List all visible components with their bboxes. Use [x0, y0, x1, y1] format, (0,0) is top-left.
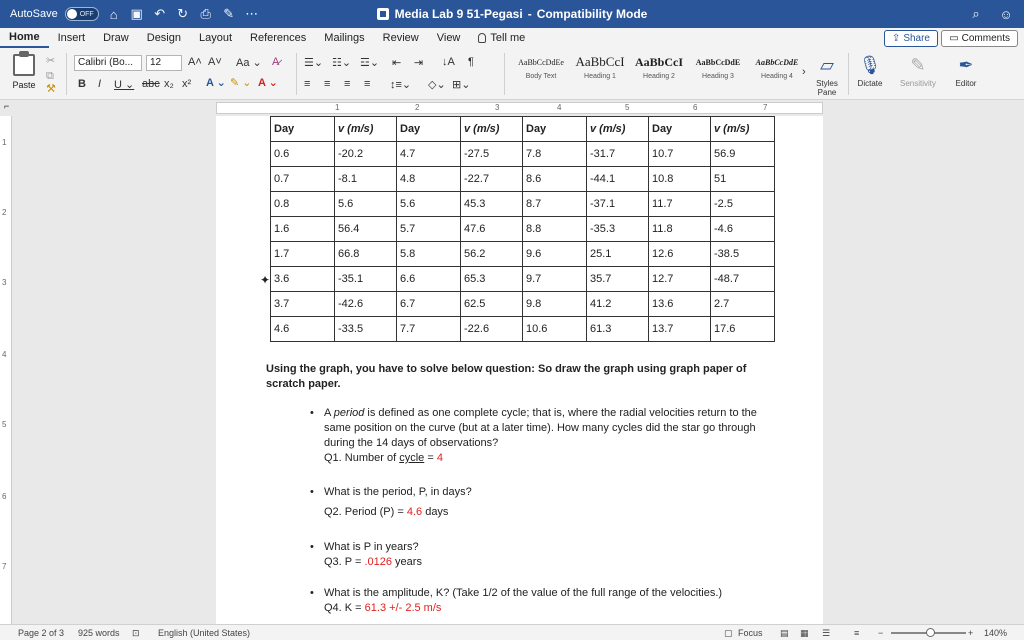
styles-pane-label: Styles Pane	[816, 79, 838, 97]
draw-icon[interactable]: ✎	[223, 6, 235, 21]
text-run: A	[324, 407, 334, 419]
divider	[296, 53, 297, 95]
cut-icon[interactable]: ✂	[46, 55, 56, 67]
table-cell[interactable]: 12.6	[649, 242, 711, 267]
q2-line	[324, 505, 774, 520]
table-cell[interactable]: 3.7	[271, 292, 335, 317]
focus-button[interactable]: Focus	[738, 628, 763, 638]
table-row	[271, 192, 775, 217]
change-case-icon[interactable]: Aa ⌄	[236, 57, 262, 69]
numbering-icon[interactable]: ☷⌄	[332, 57, 352, 69]
header-cell: Day	[397, 117, 461, 142]
table-cell[interactable]: -4.6	[711, 217, 775, 242]
draft-view-icon[interactable]: ≡	[854, 628, 860, 638]
divider	[66, 53, 67, 95]
table-cell[interactable]: 56.2	[461, 242, 523, 267]
ribbon-toolbar	[0, 48, 1024, 100]
table-cell[interactable]: 56.9	[711, 142, 775, 167]
table-cell[interactable]: 10.7	[649, 142, 711, 167]
tell-me[interactable]	[469, 28, 534, 48]
table-cell[interactable]: -37.1	[587, 192, 649, 217]
clipboard-icon	[13, 54, 35, 76]
format-painter-icon[interactable]: ⚒	[46, 83, 56, 95]
zoom-in-icon[interactable]: +	[968, 628, 974, 638]
share-button[interactable]	[884, 30, 938, 47]
table-cell[interactable]: -48.7	[711, 267, 775, 292]
style-sample: AaBbCcI	[634, 54, 683, 69]
table-cell[interactable]: -20.2	[335, 142, 397, 167]
shrink-font-icon[interactable]: A˅	[208, 56, 222, 68]
comments-label: Comments	[961, 33, 1010, 44]
text-run: What is the period, P, in days?	[324, 486, 472, 498]
search-icon[interactable]: ⌕	[972, 6, 980, 21]
copy-icon[interactable]: ⧉	[46, 70, 54, 82]
table-cell[interactable]: 12.7	[649, 267, 711, 292]
print-icon[interactable]: ⎙	[200, 6, 211, 21]
style-sample: AaBbCcDdE	[695, 57, 741, 67]
table-cell[interactable]: 10.6	[523, 317, 587, 342]
editor-button[interactable]	[950, 54, 982, 88]
style-heading-2[interactable]	[630, 51, 688, 91]
table-cell[interactable]: 3.6	[271, 267, 335, 292]
bold-icon[interactable]: B	[78, 78, 86, 90]
bullets-icon[interactable]: ☰⌄	[304, 57, 324, 69]
superscript-icon[interactable]: x²	[182, 78, 192, 90]
table-cell[interactable]: 41.2	[587, 292, 649, 317]
dictate-button[interactable]	[852, 54, 888, 88]
tab-review[interactable]: Review	[382, 32, 419, 44]
text-run: is defined as one complete cycle; that is, where the radial velocities return to the same position on the curve (but at a later time). How many cycles did the star go through during the 14 days of observations?	[324, 407, 757, 449]
font-color-icon[interactable]: A ⌄	[258, 77, 278, 89]
text-run: Q4. K =	[324, 602, 365, 614]
style-heading-3[interactable]	[689, 51, 747, 91]
print-layout-icon[interactable]: ▤	[780, 628, 789, 638]
text-run: Q1. Number of	[324, 452, 400, 464]
window-title: Media Lab 9 51-Pegasi - Compatibility Mode	[0, 0, 1024, 28]
decrease-indent-icon[interactable]: ⇤	[392, 57, 402, 69]
style-name: Body Text	[525, 73, 557, 80]
list-item	[324, 540, 774, 570]
text-run: =	[424, 452, 437, 464]
focus-icon: ▢	[724, 628, 733, 638]
header-cell: v (m/s)	[711, 117, 775, 142]
style-name: Heading 3	[702, 73, 734, 80]
tab-insert[interactable]: Insert	[57, 32, 86, 44]
web-layout-icon[interactable]: ▦	[800, 628, 809, 638]
table-move-handle-icon[interactable]: ✦	[260, 273, 271, 287]
paste-label: Paste	[12, 80, 36, 90]
text-run: What is the amplitude, K? (Take 1/2 of the value of the full range of the velocities.)	[324, 587, 723, 599]
line-spacing-icon[interactable]: ↕≡⌄	[390, 79, 412, 91]
style-heading-1[interactable]	[571, 51, 629, 91]
justify-icon[interactable]: ≡	[364, 78, 371, 90]
share-icon: ⇪	[891, 33, 901, 44]
style-name: Heading 1	[584, 73, 616, 80]
table-cell[interactable]: 61.3	[587, 317, 649, 342]
pilcrow-icon[interactable]: ¶	[468, 56, 474, 68]
subscript-icon[interactable]: x₂	[164, 78, 174, 90]
text-effects-icon[interactable]: A ⌄	[206, 77, 226, 89]
home-icon[interactable]: ⌂	[109, 6, 118, 22]
table-cell[interactable]: -22.6	[461, 317, 523, 342]
table-header-row	[271, 117, 775, 142]
divider	[848, 53, 849, 95]
table-cell[interactable]: 66.8	[335, 242, 397, 267]
style-sample: AaBbCcI	[575, 54, 625, 69]
header-cell: v (m/s)	[335, 117, 397, 142]
table-cell[interactable]: -27.5	[461, 142, 523, 167]
table-cell[interactable]: 13.7	[649, 317, 711, 342]
sensitivity-icon: ✎	[910, 54, 926, 75]
header-cell: Day	[271, 117, 335, 142]
sort-icon[interactable]: ↓A	[442, 56, 455, 68]
align-center-icon[interactable]: ≡	[324, 78, 331, 90]
undo-icon[interactable]: ↶	[154, 6, 166, 21]
tab-selector-icon[interactable]: ⌐	[4, 101, 10, 111]
table-cell[interactable]: 9.7	[523, 267, 587, 292]
table-cell[interactable]: 7.7	[397, 317, 461, 342]
italic-icon[interactable]: I	[98, 78, 102, 90]
table-cell[interactable]: -42.6	[335, 292, 397, 317]
table-cell[interactable]: 9.8	[523, 292, 587, 317]
tab-design[interactable]: Design	[146, 32, 181, 44]
table-cell[interactable]: 8.6	[523, 167, 587, 192]
word-count[interactable]: 925 words	[78, 628, 120, 638]
table-cell[interactable]: 62.5	[461, 292, 523, 317]
table-cell[interactable]: 5.8	[397, 242, 461, 267]
highlight-icon[interactable]: ✎ ⌄	[230, 77, 252, 89]
zoom-level[interactable]: 140%	[984, 628, 1008, 638]
header-cell: Day	[523, 117, 587, 142]
divider	[504, 53, 505, 95]
table-cell[interactable]: 8.8	[523, 217, 587, 242]
table-cell[interactable]: 0.6	[271, 142, 335, 167]
vertical-ruler[interactable]: 1 2 3 4 5 6 7	[0, 116, 12, 624]
table-row	[271, 217, 775, 242]
borders-icon[interactable]: ⊞⌄	[452, 79, 471, 91]
styles-more-icon[interactable]: ›	[802, 66, 806, 78]
table-cell[interactable]: 6.6	[397, 267, 461, 292]
outline-view-icon[interactable]: ☰	[822, 628, 831, 638]
compat-mode: Compatibility Mode	[536, 7, 648, 21]
multilevel-icon[interactable]: ☲⌄	[360, 57, 380, 69]
lightbulb-icon	[478, 33, 486, 43]
increase-indent-icon[interactable]: ⇥	[414, 57, 424, 69]
horizontal-ruler[interactable]: 1 2 3 4 5 6 7	[216, 102, 823, 114]
styles-pane-button[interactable]	[812, 54, 842, 97]
table-cell[interactable]: -35.3	[587, 217, 649, 242]
table-cell[interactable]: 4.7	[397, 142, 461, 167]
tab-view[interactable]: View	[436, 32, 461, 44]
account-icon[interactable]: ☺	[999, 6, 1013, 22]
table-cell[interactable]: 13.6	[649, 292, 711, 317]
table-cell[interactable]: 9.6	[523, 242, 587, 267]
text-run: years	[392, 556, 422, 568]
style-sample: AaBbCcDdE	[755, 57, 799, 67]
table-cell[interactable]: 2.7	[711, 292, 775, 317]
autosave-label: AutoSave	[10, 8, 58, 20]
table-cell[interactable]: 10.8	[649, 167, 711, 192]
table-cell[interactable]: 0.7	[271, 167, 335, 192]
language[interactable]: English (United States)	[158, 628, 251, 638]
comments-button[interactable]	[941, 30, 1018, 47]
proofing-icon[interactable]: ⊡	[132, 628, 140, 638]
table-cell[interactable]: 6.7	[397, 292, 461, 317]
tab-home[interactable]: Home	[0, 28, 49, 48]
editor-label: Editor	[955, 79, 977, 88]
align-right-icon[interactable]: ≡	[344, 78, 351, 90]
period-term: period	[333, 407, 365, 419]
table-body	[271, 142, 775, 342]
font-name-select[interactable]: Calibri (Bo...	[74, 55, 142, 71]
styles-pane-icon: ▱	[820, 54, 834, 75]
q3-answer: .0126	[364, 556, 392, 568]
tab-draw[interactable]: Draw	[103, 32, 129, 44]
word-doc-icon	[377, 8, 389, 20]
table-cell[interactable]: 35.7	[587, 267, 649, 292]
header-cell: Day	[649, 117, 711, 142]
editor-icon: ✒	[958, 54, 974, 75]
table-cell[interactable]: 4.8	[397, 167, 461, 192]
table-row	[271, 242, 775, 267]
table-cell[interactable]: 25.1	[587, 242, 649, 267]
text-run: days	[422, 506, 449, 518]
q1-answer: 4	[436, 452, 443, 464]
dictate-label: Dictate	[857, 79, 883, 88]
table-cell[interactable]: -8.1	[335, 167, 397, 192]
style-sample: AaBbCcDdEe	[518, 57, 564, 67]
clear-format-icon[interactable]: A̷	[272, 56, 280, 68]
table-cell[interactable]: 51	[711, 167, 775, 192]
table-cell[interactable]: 4.6	[271, 317, 335, 342]
table-cell[interactable]: 7.8	[523, 142, 587, 167]
align-left-icon[interactable]: ≡	[304, 78, 311, 90]
table-cell[interactable]: 65.3	[461, 267, 523, 292]
zoom-slider-handle[interactable]	[926, 628, 935, 637]
table-row	[271, 292, 775, 317]
more-icon[interactable]: ⋯	[245, 6, 259, 21]
autosave-state: OFF	[79, 10, 94, 18]
strikethrough-icon[interactable]: abc	[142, 78, 160, 90]
table-cell[interactable]: 45.3	[461, 192, 523, 217]
redo-icon[interactable]: ↻	[177, 6, 189, 21]
header-cell: v (m/s)	[587, 117, 649, 142]
styles-gallery	[512, 51, 810, 91]
list-item	[324, 406, 774, 466]
table-cell[interactable]: 0.8	[271, 192, 335, 217]
table-cell[interactable]: 17.6	[711, 317, 775, 342]
table-row	[271, 317, 775, 342]
table-cell[interactable]: -44.1	[587, 167, 649, 192]
text-run: What is P in years?	[324, 541, 419, 553]
style-name: Heading 2	[643, 73, 675, 80]
doc-title: Media Lab 9 51-Pegasi	[394, 7, 523, 21]
table-cell[interactable]: 5.7	[397, 217, 461, 242]
comment-icon: ▭	[949, 33, 959, 44]
page-count[interactable]: Page 2 of 3	[18, 628, 65, 638]
ribbon-tabs	[0, 28, 1024, 48]
style-heading-4[interactable]	[748, 51, 806, 91]
microphone-icon: 🎙	[858, 54, 882, 75]
text-run: cycle	[399, 452, 425, 464]
table-cell[interactable]: 11.7	[649, 192, 711, 217]
sensitivity-button[interactable]	[896, 54, 940, 88]
table-row	[271, 142, 775, 167]
table-row	[271, 267, 775, 292]
underline-icon[interactable]: U ⌄	[114, 79, 135, 91]
instruction-text: Using the graph, you have to solve below question: So draw the graph using graph paper of scratch paper.	[266, 363, 747, 390]
list-item	[324, 485, 774, 520]
style-name: Heading 4	[761, 73, 793, 80]
tell-me-label: Tell me	[490, 32, 526, 44]
text-run: Q3. P =	[324, 556, 365, 568]
table-cell[interactable]: 56.4	[335, 217, 397, 242]
table-cell[interactable]: 1.7	[271, 242, 335, 267]
table-cell[interactable]: -31.7	[587, 142, 649, 167]
table-cell[interactable]: -35.1	[335, 267, 397, 292]
list-item	[324, 586, 774, 616]
document-page[interactable]	[216, 116, 823, 624]
table-cell[interactable]: 8.7	[523, 192, 587, 217]
table-row	[271, 167, 775, 192]
table-cell[interactable]: -38.5	[711, 242, 775, 267]
table-cell[interactable]: 11.8	[649, 217, 711, 242]
table-cell[interactable]: -22.7	[461, 167, 523, 192]
shading-icon[interactable]: ◇⌄	[428, 79, 446, 91]
q2-answer: 4.6	[406, 506, 423, 518]
text-run: Q2. Period (P) =	[324, 506, 407, 518]
horizontal-ruler-row	[0, 100, 1024, 116]
tab-references[interactable]: References	[250, 32, 307, 44]
status-bar	[0, 624, 1024, 640]
title-bar	[0, 0, 1024, 28]
table-cell[interactable]: 1.6	[271, 217, 335, 242]
table-cell[interactable]: 5.6	[335, 192, 397, 217]
save-icon[interactable]: ▣	[130, 6, 143, 21]
table-cell[interactable]: 47.6	[461, 217, 523, 242]
grow-font-icon[interactable]: A˄	[188, 56, 202, 68]
tab-mailings[interactable]: Mailings	[324, 32, 365, 44]
share-label: Share	[903, 33, 930, 44]
table-cell[interactable]: -33.5	[335, 317, 397, 342]
q4-answer: 61.3 +/- 2.5 m/s	[364, 602, 442, 614]
velocity-table[interactable]	[270, 116, 775, 342]
tab-layout[interactable]: Layout	[199, 32, 233, 44]
table-cell[interactable]: 5.6	[397, 192, 461, 217]
style-body-text[interactable]	[512, 51, 570, 91]
header-cell: v (m/s)	[461, 117, 523, 142]
sensitivity-label: Sensitivity	[899, 79, 936, 88]
autosave-toggle[interactable]	[65, 7, 99, 21]
table-cell[interactable]: -2.5	[711, 192, 775, 217]
font-size-select[interactable]: 12	[146, 55, 182, 71]
zoom-out-icon[interactable]: −	[878, 628, 884, 638]
paste-button[interactable]	[8, 54, 40, 90]
